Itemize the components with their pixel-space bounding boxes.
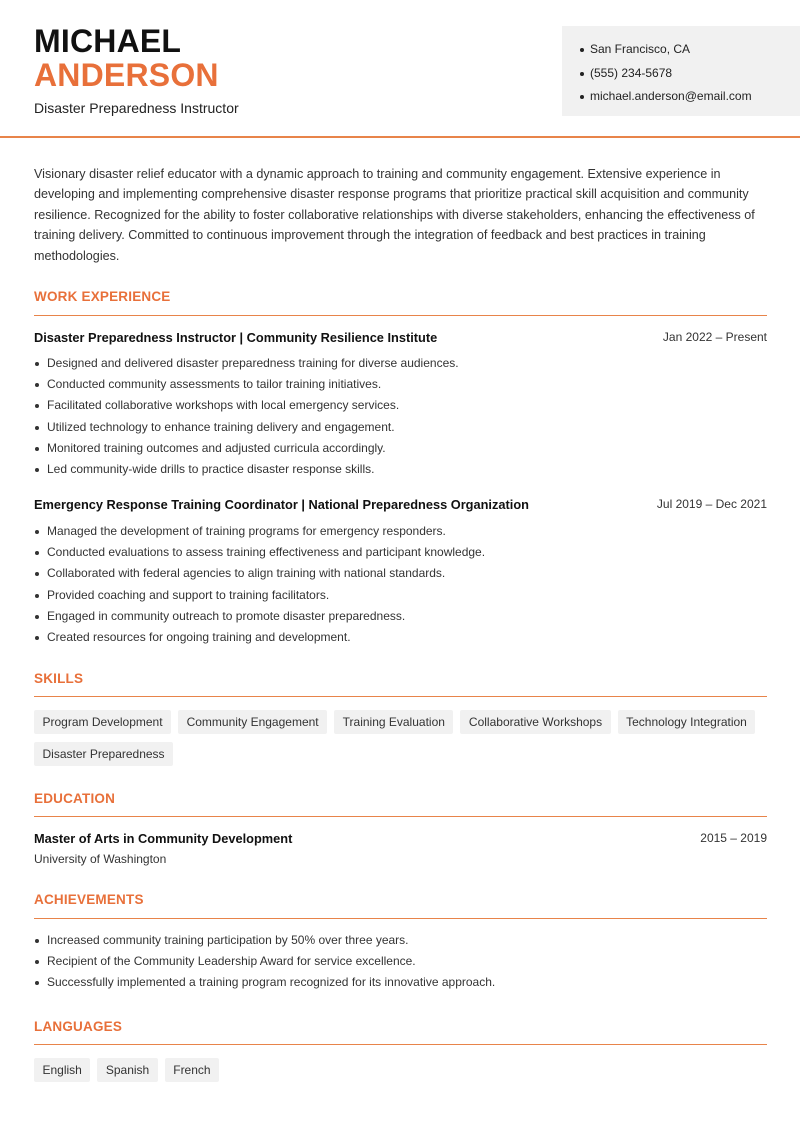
first-name: MICHAEL	[34, 23, 182, 59]
languages-tags	[34, 1058, 774, 1090]
last-name: ANDERSON	[34, 57, 219, 93]
achievements-divider	[34, 918, 767, 919]
job-bullets	[34, 353, 767, 480]
list-item: Monitored training outcomes and adjusted curricula accordingly.	[34, 438, 767, 459]
job-dates: Jan 2022 – Present	[662, 330, 767, 344]
summary-text: Visionary disaster relief educator with a dynamic approach to training and community engagement. Extensive experience in developing and implementing comprehensive disaster response programs that prioritize practical skill acquisition and community resilience. Recognized for the ability to foster collaborative relationships with diverse stakeholders, enhancing the effectiveness of training delivery. Committed to continuous improvement through the integration of feedback and best practices in training methodologies.	[34, 167, 755, 263]
language-tag: French	[165, 1058, 219, 1082]
skills-divider	[34, 696, 767, 697]
list-item: Managed the development of training programs for emergency responders.	[34, 521, 767, 542]
school-name: University of Washington	[34, 852, 167, 866]
achievements-heading: ACHIEVEMENTS	[34, 892, 144, 907]
skill-tag: Program Development	[34, 710, 171, 734]
list-item: Provided coaching and support to training facilitators.	[34, 585, 767, 606]
resume-header	[0, 0, 800, 138]
job-entry-header	[34, 497, 767, 515]
skill-tag: Training Evaluation	[334, 710, 453, 734]
job-bullets	[34, 521, 767, 648]
skills-heading: SKILLS	[34, 671, 84, 686]
degree-title: Master of Arts in Community Development	[34, 831, 293, 846]
contact-email: michael.anderson@email.com	[580, 85, 800, 109]
contact-box	[562, 26, 800, 116]
job-dates: Jul 2019 – Dec 2021	[656, 497, 767, 511]
job-role: Emergency Response Training Coordinator | National Preparedness Organization	[34, 497, 529, 512]
list-item: Recipient of the Community Leadership Award for service excellence.	[34, 951, 767, 972]
job-title: Disaster Preparedness Instructor	[34, 100, 239, 116]
work-experience-divider	[34, 315, 767, 316]
work-experience-heading: WORK EXPERIENCE	[34, 289, 171, 304]
skill-tag: Community Engagement	[178, 710, 327, 734]
list-item: Conducted evaluations to assess training effectiveness and participant knowledge.	[34, 542, 767, 563]
list-item: Designed and delivered disaster preparedness training for diverse audiences.	[34, 353, 767, 374]
list-item: Conducted community assessments to tailor training initiatives.	[34, 374, 767, 395]
contact-location: San Francisco, CA	[580, 38, 800, 62]
skills-tags	[34, 710, 774, 774]
education-heading: EDUCATION	[34, 791, 116, 806]
list-item: Led community-wide drills to practice disaster response skills.	[34, 459, 767, 480]
list-item: Facilitated collaborative workshops with local emergency services.	[34, 395, 767, 416]
job-role: Disaster Preparedness Instructor | Community Resilience Institute	[34, 330, 438, 345]
job-entry-header	[34, 330, 767, 348]
list-item: Created resources for ongoing training and development.	[34, 627, 767, 648]
list-item: Engaged in community outreach to promote disaster preparedness.	[34, 606, 767, 627]
list-item: Utilized technology to enhance training delivery and engagement.	[34, 417, 767, 438]
skill-tag: Disaster Preparedness	[34, 742, 173, 766]
education-dates: 2015 – 2019	[700, 831, 767, 845]
languages-heading: LANGUAGES	[34, 1019, 123, 1034]
skill-tag: Technology Integration	[618, 710, 756, 734]
contact-phone: (555) 234-5678	[580, 62, 800, 86]
list-item: Successfully implemented a training program recognized for its innovative approach.	[34, 972, 767, 993]
list-item: Collaborated with federal agencies to align training with national standards.	[34, 563, 767, 584]
education-divider	[34, 816, 767, 817]
education-entry-header	[34, 831, 767, 849]
list-item: Increased community training participation by 50% over three years.	[34, 930, 767, 951]
skill-tag: Collaborative Workshops	[460, 710, 610, 734]
languages-divider	[34, 1044, 767, 1045]
achievements-list	[34, 930, 767, 994]
language-tag: Spanish	[97, 1058, 157, 1082]
language-tag: English	[34, 1058, 90, 1082]
